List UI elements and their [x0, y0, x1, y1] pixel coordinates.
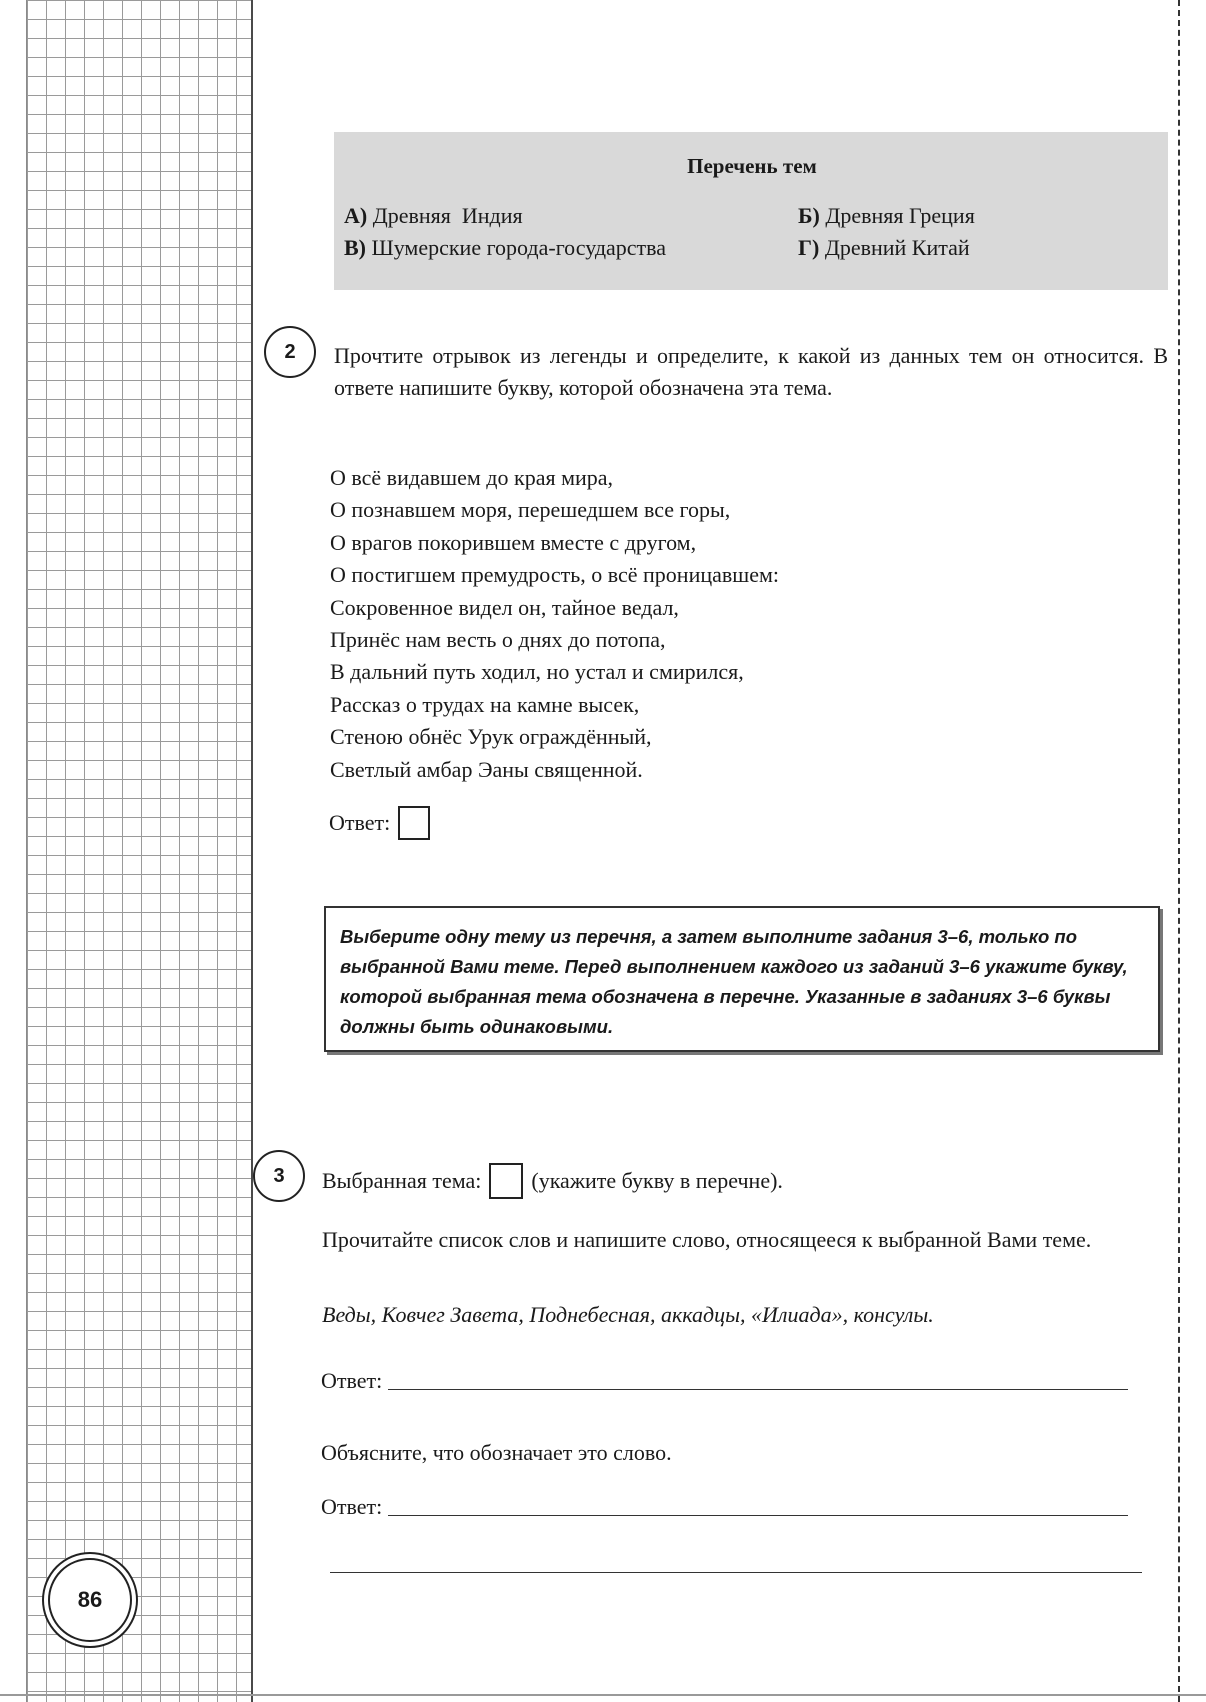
- grid-margin: [26, 0, 253, 1702]
- task-3-explanation-answer: [321, 1494, 1128, 1520]
- cut-line: [1178, 0, 1180, 1702]
- explain-prompt: Объясните, что обозначает это слово.: [321, 1440, 672, 1465]
- topic-list-title: Перечень тем: [687, 154, 817, 178]
- poem-line: О познавшем моря, перешедшем все горы,: [330, 497, 731, 523]
- task-2-answer: [329, 806, 430, 840]
- answer-line[interactable]: [388, 1515, 1128, 1516]
- task-2-prompt: Прочтите отрывок из легенды и определите, к какой из данных тем он относится. В ответе напишите букву, которой обозначена эта тема.: [334, 343, 1168, 400]
- task-2-number: 2: [264, 326, 316, 378]
- topic-item-a: А) Древняя Индия: [344, 203, 523, 228]
- word-list: Веды, Ковчег Завета, Поднебесная, аккадцы, «Илиада», консулы.: [322, 1302, 934, 1327]
- task-3-number: 3: [253, 1150, 305, 1202]
- poem-line: В дальний путь ходил, но устал и смирился,: [330, 659, 744, 685]
- poem-line: Рассказ о трудах на камне высек,: [330, 691, 640, 717]
- task-3-prompt: Прочитайте список слов и напишите слово, относящееся к выбранной Вами теме.: [322, 1227, 1092, 1252]
- answer-label: Ответ:: [329, 810, 391, 835]
- legend-excerpt: [330, 462, 1090, 786]
- poem-line: Стеною обнёс Урук ограждённый,: [330, 724, 652, 750]
- answer-label: Ответ:: [321, 1368, 383, 1393]
- poem-line: Сокровенное видел он, тайное ведал,: [330, 594, 679, 620]
- answer-line[interactable]: [388, 1389, 1128, 1390]
- poem-line: О постигшем премудрость, о всё проницавшем:: [330, 562, 780, 588]
- selected-topic-box[interactable]: [489, 1163, 523, 1199]
- topic-list: [334, 132, 1168, 290]
- answer-label: Ответ:: [321, 1494, 383, 1519]
- selected-topic-label: Выбранная тема:: [322, 1168, 482, 1193]
- task-3-answer: [321, 1368, 1128, 1394]
- answer-box[interactable]: [398, 806, 430, 840]
- poem-line: Светлый амбар Эаны священной.: [330, 756, 643, 782]
- topic-item-b: Б) Древняя Греция: [798, 203, 975, 228]
- page-bottom-edge: [0, 1694, 1206, 1696]
- topic-items: [344, 203, 1160, 261]
- instruction-box: Выберите одну тему из перечня, а затем выполните задания 3–6, только по выбранной Вами теме. Перед выполнением каждого из заданий 3–6 укажите букву, которой выбранная тема обозначена в перечне. Указанные в заданиях 3–6 буквы должны быть одинаковыми.: [324, 906, 1160, 1052]
- grid-border: [251, 0, 253, 1702]
- poem-line: О врагов покорившем вместе с другом,: [330, 529, 697, 555]
- selected-topic-row: [322, 1163, 783, 1199]
- poem-line: О всё видавшем до края мира,: [330, 465, 614, 490]
- topic-item-g: Г) Древний Китай: [798, 235, 970, 260]
- selected-topic-hint: (укажите букву в перечне).: [531, 1168, 783, 1193]
- page-number: 86: [48, 1558, 132, 1642]
- answer-line-extra[interactable]: [330, 1572, 1142, 1573]
- poem-line: Принёс нам весть о днях до потопа,: [330, 627, 666, 653]
- topic-item-v: В) Шумерские города-государства: [344, 235, 667, 260]
